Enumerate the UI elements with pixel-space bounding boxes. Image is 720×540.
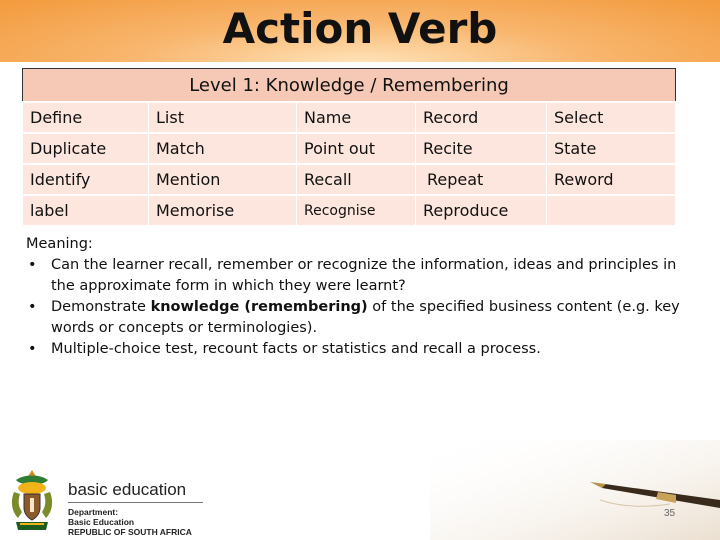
table-cell: Recognise <box>297 195 416 225</box>
table-cell <box>547 195 676 225</box>
bullet-text-bold: knowledge (remembering) <box>150 299 368 315</box>
brand-divider <box>68 502 203 503</box>
meaning-list <box>26 255 696 360</box>
action-verb-table <box>22 68 676 225</box>
meaning-heading: Meaning: <box>26 236 93 252</box>
table-cell: Reword <box>547 164 676 195</box>
table-cell: Repeat <box>416 164 547 195</box>
table-cell: Record <box>416 102 547 133</box>
brand-block <box>68 480 203 537</box>
table-cell: Name <box>297 102 416 133</box>
bullet-text-before: Demonstrate <box>51 299 151 315</box>
page-number: 35 <box>664 508 676 519</box>
bullet-icon: • <box>28 257 37 273</box>
table-cell: Duplicate <box>23 133 149 164</box>
department-line: Basic Education <box>68 517 135 527</box>
table-cell: Match <box>149 133 297 164</box>
department-line: Department: <box>68 507 119 517</box>
table-row <box>23 102 676 133</box>
bullet-text: Multiple-choice test, recount facts or statistics and recall a process. <box>51 341 541 357</box>
bullet-icon: • <box>28 341 37 357</box>
table-cell: Recite <box>416 133 547 164</box>
meaning-section <box>26 234 696 360</box>
table-cell: Identify <box>23 164 149 195</box>
table-cell: Reproduce <box>416 195 547 225</box>
table-cell: label <box>23 195 149 225</box>
table-row <box>23 164 676 195</box>
table-cell: Select <box>547 102 676 133</box>
brand-name: basic education <box>68 480 187 499</box>
table-cell: Recall <box>297 164 416 195</box>
bullet-text-after: of the specified business content (e.g. key words or concepts or terminologies). <box>51 299 680 336</box>
coat-of-arms-icon <box>6 466 58 536</box>
table-header-row <box>23 69 676 103</box>
list-item <box>26 297 696 339</box>
table-cell: Point out <box>297 133 416 164</box>
slide-title: Action Verb <box>222 4 498 53</box>
table-row <box>23 133 676 164</box>
table-cell: State <box>547 133 676 164</box>
table-cell: Memorise <box>149 195 297 225</box>
list-item <box>26 339 696 360</box>
table-cell: List <box>149 102 297 133</box>
table-cell: Mention <box>149 164 297 195</box>
bullet-icon: • <box>28 299 37 315</box>
bullet-text: Can the learner recall, remember or recognize the information, ideas and principles in the approximate form in which they were learnt? <box>51 257 677 294</box>
table-row <box>23 195 676 225</box>
department-line: REPUBLIC OF SOUTH AFRICA <box>68 527 192 537</box>
fountain-pen-icon <box>430 440 720 540</box>
list-item <box>26 255 696 297</box>
table-header: Level 1: Knowledge / Remembering <box>23 69 676 103</box>
table-cell: Define <box>23 102 149 133</box>
